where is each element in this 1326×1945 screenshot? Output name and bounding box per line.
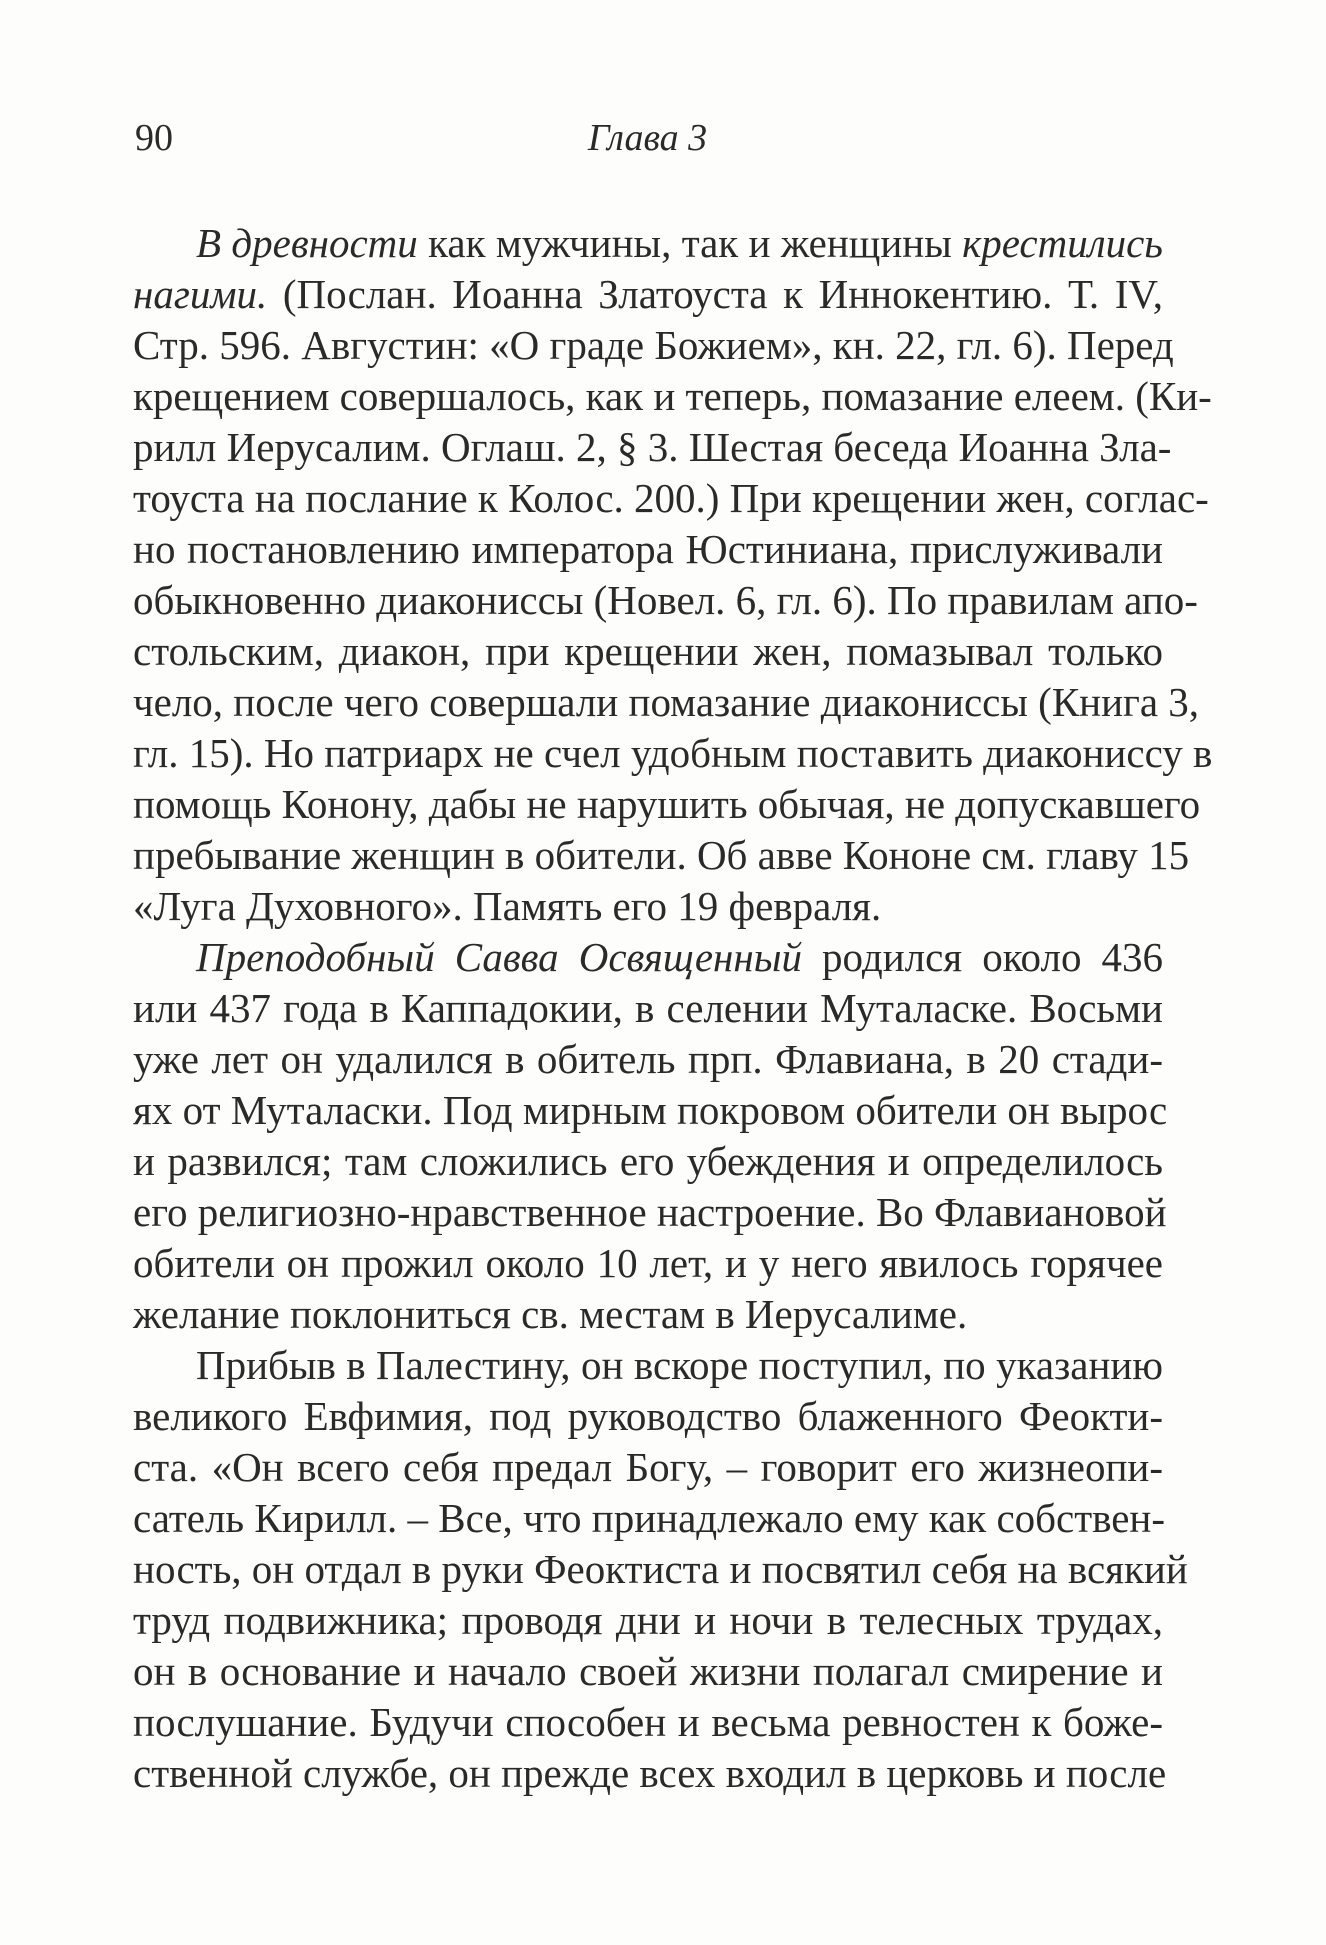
text-line: ях от Муталаски. Под мирным покровом обители он вырос — [133, 1087, 1168, 1133]
text-line: стольским, диакон, при крещении жен, помазывал только — [133, 628, 1163, 674]
text-line: желание поклониться св. местам в Иерусалиме. — [133, 1291, 968, 1337]
text-line: но постановлению императора Юстиниана, прислуживали — [133, 526, 1163, 572]
text-line: гл. 15). Но патриарх не счел удобным поставить диакониссу в — [133, 730, 1213, 776]
italic-term: нагими. — [133, 271, 268, 317]
italic-term: Преподобный Савва Освященный — [196, 934, 802, 980]
text-line: его религиозно-нравственное настроение. Во Флавиановой — [133, 1189, 1167, 1235]
text-line: обыкновенно диакониссы (Новел. 6, гл. 6). По правилам апо- — [133, 577, 1198, 623]
text-line: он в основание и начало своей жизни полагал смирение и — [133, 1648, 1163, 1694]
text-line: послушание. Будучи способен и весьма ревностен к боже- — [133, 1699, 1163, 1745]
text-line: уже лет он удалился в обитель прп. Флавиана, в 20 стади- — [133, 1036, 1163, 1082]
text-line — [133, 932, 1163, 983]
text-run: как мужчины, так и женщины — [417, 220, 963, 266]
paragraph-2 — [133, 932, 1168, 1340]
italic-term: В древности — [196, 220, 418, 266]
text-line: ственной службе, он прежде всех входил в церковь и после — [133, 1750, 1167, 1796]
running-head — [135, 108, 1160, 168]
text-line: и развился; там сложились его убеждения и определилось — [133, 1138, 1163, 1184]
text-run: (Послан. Иоанна Златоуста к Иннокентию. Т. IV, — [267, 271, 1163, 317]
paragraph-1 — [133, 218, 1213, 932]
text-run: родился около 436 — [801, 934, 1163, 980]
text-line: великого Евфимия, под руководство блаженного Феокти- — [133, 1393, 1163, 1439]
text-line: «Луга Духовного». Память его 19 февраля. — [133, 883, 882, 929]
text-line: пребывание женщин в обители. Об авве Кононе см. главу 15 — [133, 832, 1190, 878]
text-line: чело, после чего совершали помазание диакониссы (Книга 3, — [133, 679, 1200, 725]
text-line: тоуста на послание к Колос. 200.) При крещении жен, соглас- — [133, 475, 1209, 521]
paragraph-3 — [133, 1340, 1188, 1799]
italic-term: крестились — [962, 220, 1163, 266]
text-line: труд подвижника; проводя дни и ночи в телесных трудах, — [133, 1597, 1163, 1643]
chapter-title: Глава 3 — [587, 117, 708, 159]
text-line — [133, 269, 1163, 320]
body-text — [133, 218, 1213, 1799]
text-line — [133, 218, 1163, 269]
text-line: сатель Кирилл. – Все, что принадлежало ему как собствен- — [133, 1495, 1166, 1541]
text-line: ность, он отдал в руки Феоктиста и посвятил себя на всякий — [133, 1546, 1188, 1592]
text-line: помощь Конону, дабы не нарушить обычая, не допускавшего — [133, 781, 1201, 827]
page-number: 90 — [135, 117, 173, 159]
text-line: ста. «Он всего себя предал Богу, – говорит его жизнеопи- — [133, 1444, 1163, 1490]
text-line: Стр. 596. Августин: «О граде Божием», кн. 22, гл. 6). Перед — [133, 322, 1174, 368]
text-line: Прибыв в Палестину, он вскоре поступил, по указанию — [196, 1342, 1163, 1388]
text-line: крещением совершалось, как и теперь, помазание елеем. (Ки- — [133, 373, 1212, 419]
text-line: или 437 года в Каппадокии, в селении Муталаске. Восьми — [133, 985, 1163, 1031]
text-line: обители он прожил около 10 лет, и у него явилось горячее — [133, 1240, 1163, 1286]
text-line: рилл Иерусалим. Оглаш. 2, § 3. Шестая беседа Иоанна Зла- — [133, 424, 1172, 470]
